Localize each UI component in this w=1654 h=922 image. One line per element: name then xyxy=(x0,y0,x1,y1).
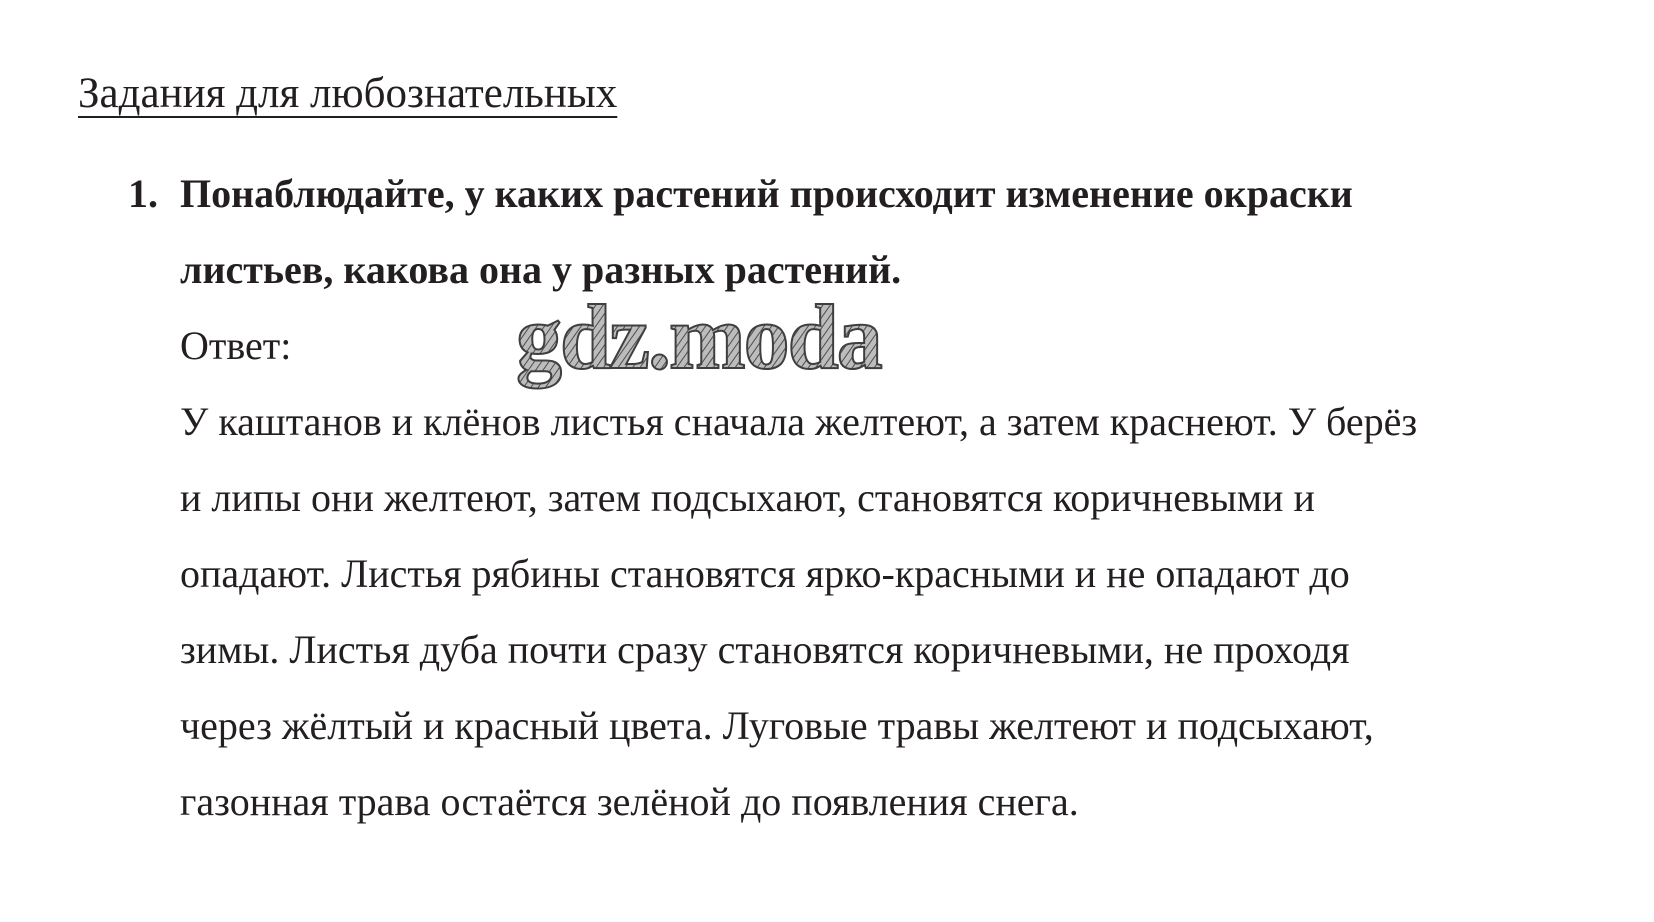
task-number: 1. xyxy=(128,171,158,216)
answer-line-1: У каштанов и клёнов листья сначала желтеют, а затем краснеют. У берёз xyxy=(180,399,1418,444)
answer-line-2: и липы они желтеют, затем подсыхают, становятся коричневыми и xyxy=(180,475,1315,520)
answer-line-4: зимы. Листья дуба почти сразу становятся коричневыми, не проходя xyxy=(180,627,1350,672)
answer-line-6: газонная трава остаётся зелёной до появления снега. xyxy=(180,779,1079,824)
task-question-line-2: листьев, какова она у разных растений. xyxy=(180,247,902,292)
answer-line-3: опадают. Листья рябины становятся ярко-красными и не опадают до xyxy=(180,551,1350,596)
answer-line-5: через жёлтый и красный цвета. Луговые травы желтеют и подсыхают, xyxy=(180,703,1374,748)
task-body xyxy=(180,156,1600,840)
task-question-line-1: Понаблюдайте, у каких растений происходит изменение окраски xyxy=(180,171,1353,216)
section-title: Задания для любознательных xyxy=(78,70,618,117)
watermark-text: gdz.moda xyxy=(516,288,881,388)
answer-label: Ответ: xyxy=(180,323,292,368)
watermark-logo xyxy=(512,288,982,398)
